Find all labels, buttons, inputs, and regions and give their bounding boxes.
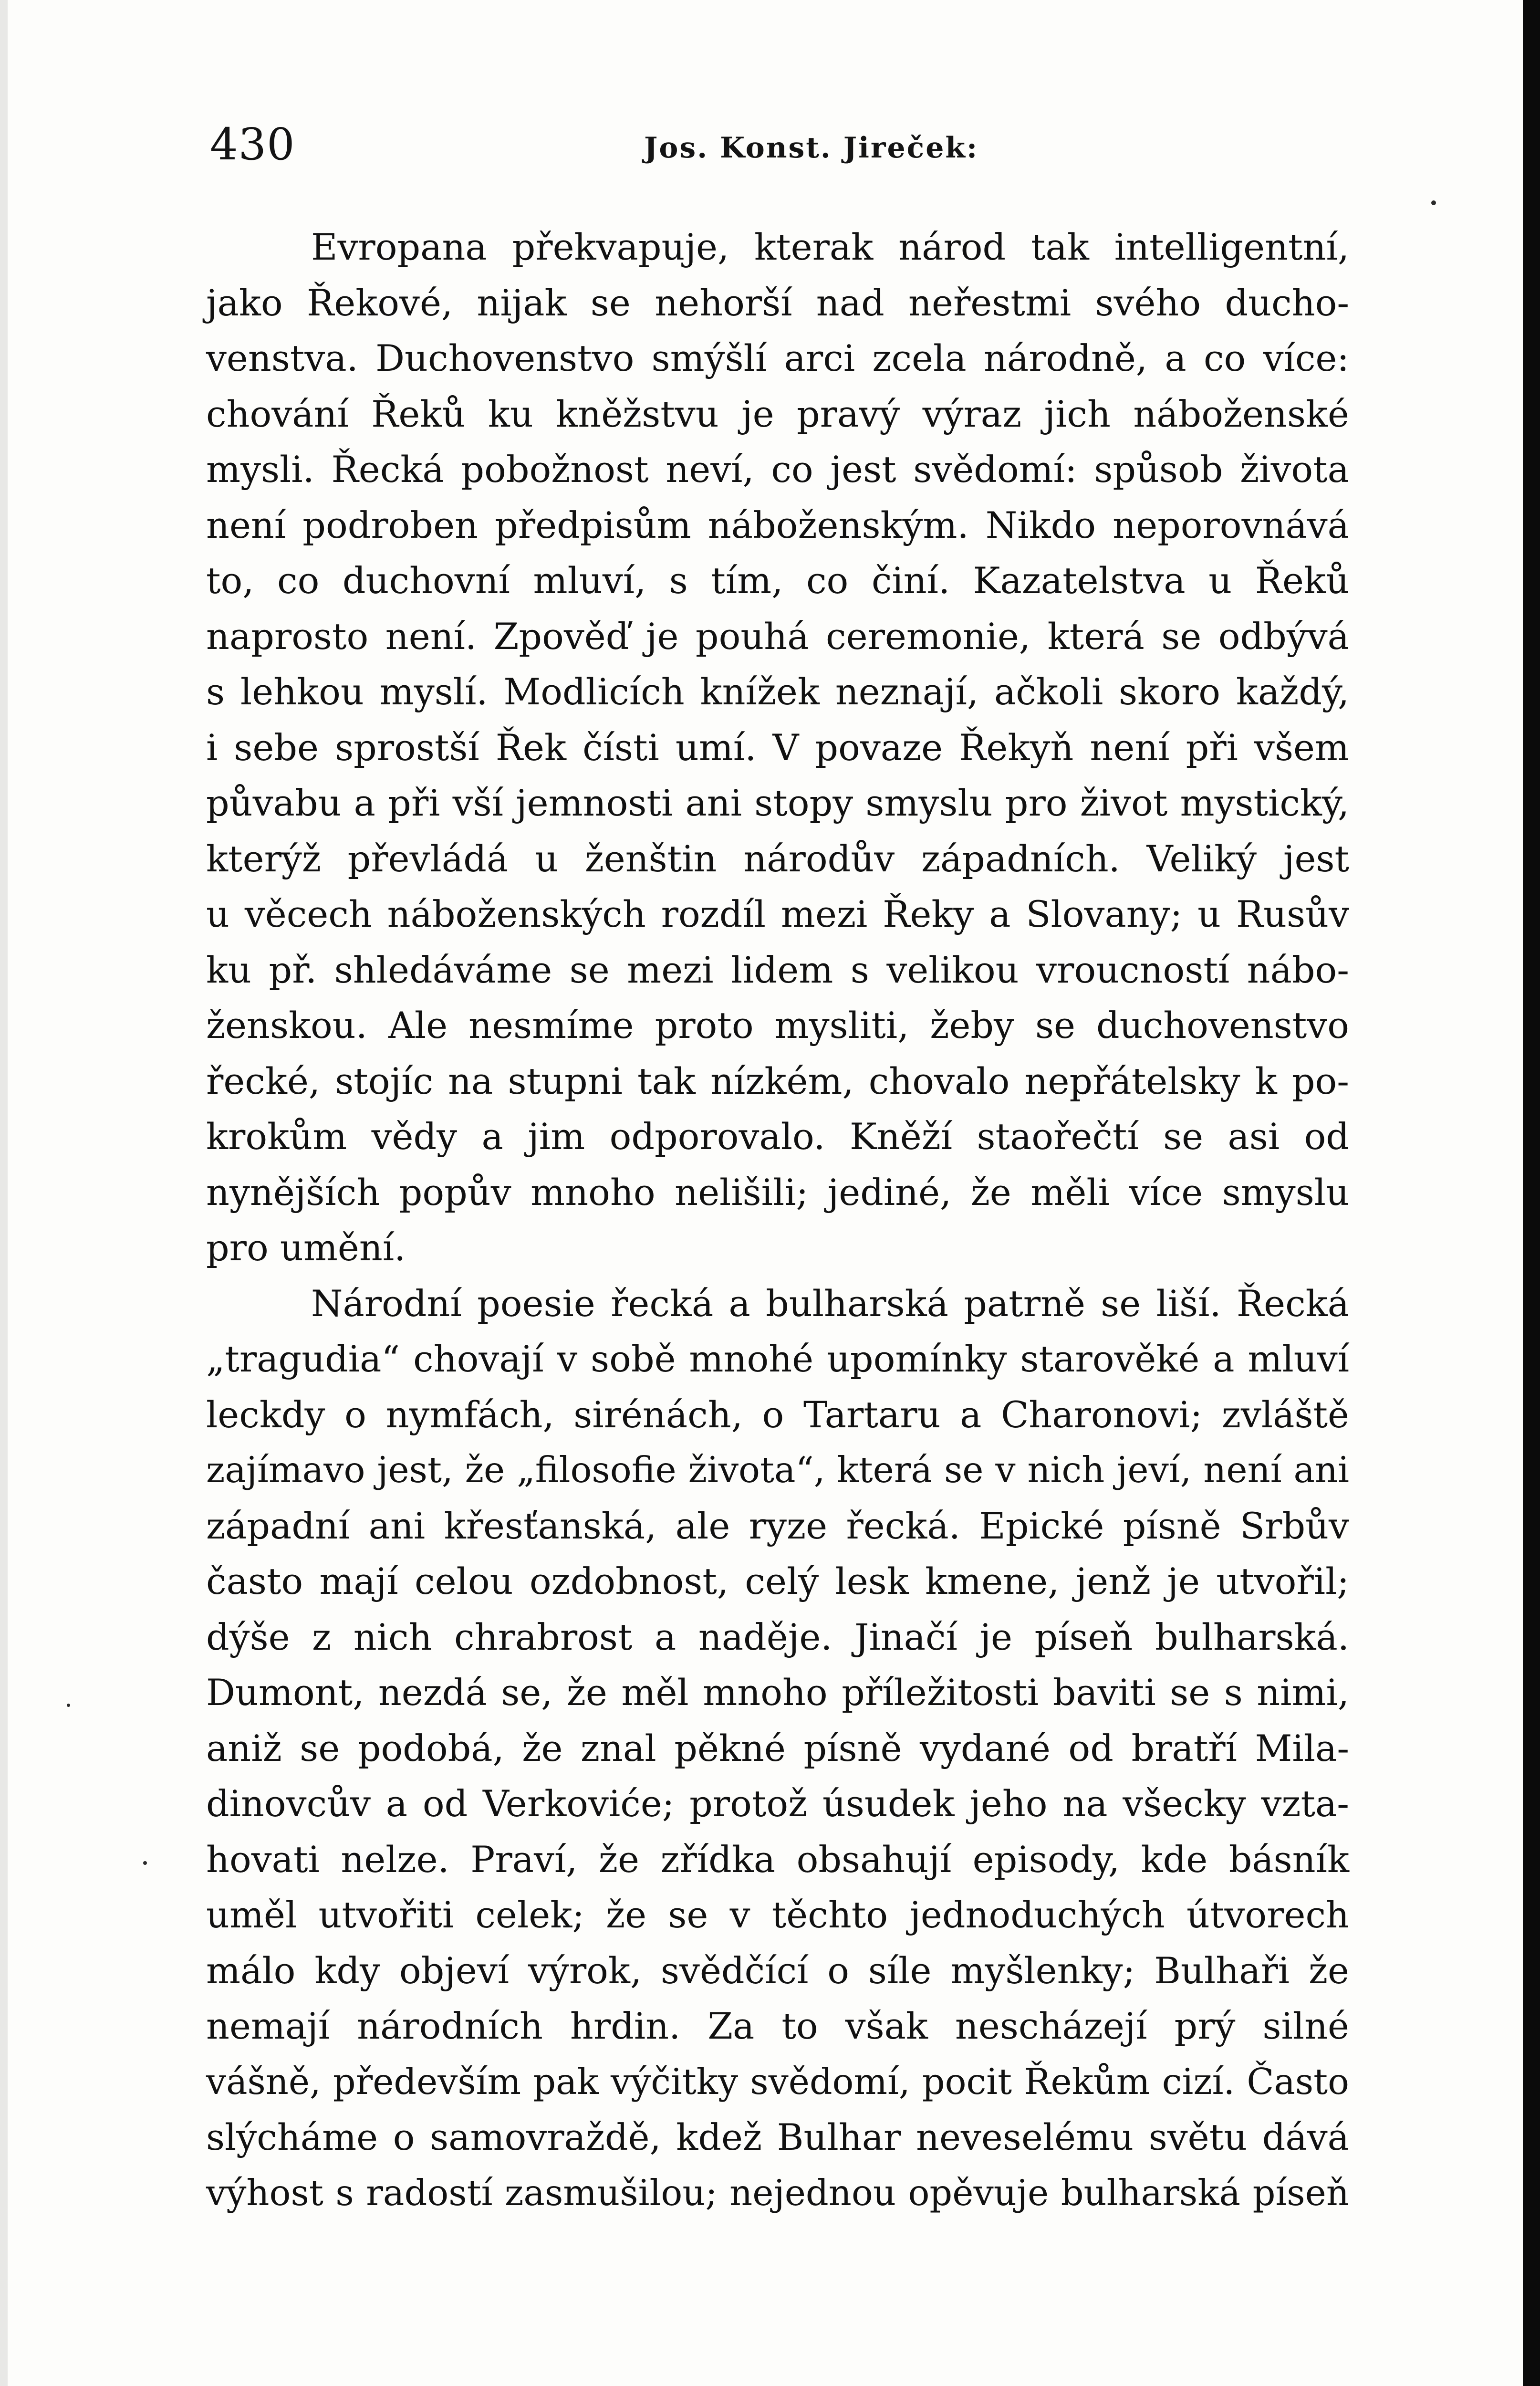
text-line: kterýž převládá u ženštin národův západních. Veliký jest: [206, 837, 1349, 880]
page-left-edge: [0, 0, 8, 2386]
text-line: málo kdy objeví výrok, svědčící o síle myšlenky; Bulhaři že: [206, 1949, 1349, 1992]
text-line: i sebe sprostší Řek čísti umí. V povaze Řekyň není při všem: [206, 726, 1349, 769]
text-line: často mají celou ozdobnost, celý lesk kmene, jenž je utvořil;: [206, 1560, 1349, 1602]
text-line: není podroben předpisům náboženským. Nikdo neporovnává: [206, 503, 1349, 546]
text-line: mysli. Řecká pobožnost neví, co jest svědomí: spůsob života: [206, 448, 1349, 491]
text-line: u věcech náboženských rozdíl mezi Řeky a Slovany; u Rusův: [206, 893, 1349, 935]
page-right-edge: [1523, 0, 1540, 2386]
text-line: jako Řekové, nijak se nehorší nad neřestmi svého ducho-: [206, 281, 1349, 324]
text-line: vášně, především pak výčitky svědomí, pocit Řekům cizí. Často: [206, 2061, 1349, 2103]
text-line: hovati nelze. Praví, že zřídka obsahují episody, kde básník: [206, 1838, 1349, 1881]
ink-speck: [1431, 200, 1436, 205]
text-line: pro umění.: [206, 1226, 406, 1269]
text-line: ku př. shledáváme se mezi lidem s velikou vroucností nábo-: [206, 948, 1349, 991]
text-line: chování Řeků ku kněžstvu je pravý výraz jich náboženské: [206, 392, 1349, 435]
text-line: s lehkou myslí. Modlicích knížek neznají, ačkoli skoro každý,: [206, 670, 1349, 713]
text-line: Národní poesie řecká a bulharská patrně se liší. Řecká: [311, 1282, 1349, 1325]
text-line: nynějších popův mnoho nelišili; jediné, že měli více smyslu: [206, 1171, 1349, 1214]
text-line: naprosto není. Zpověď je pouhá ceremonie, která se odbývá: [206, 615, 1349, 658]
ink-speck: [143, 1861, 147, 1865]
body-text: [206, 220, 1349, 2221]
text-line: krokům vědy a jim odporovalo. Kněží staořečtí se asi od: [206, 1115, 1349, 1158]
text-line: ženskou. Ale nesmíme proto mysliti, žeby se duchovenstvo: [206, 1004, 1349, 1046]
text-line: slýcháme o samovraždě, kdež Bulhar neveselému světu dává: [206, 2116, 1349, 2158]
text-line: nemají národních hrdin. Za to však nescházejí prý silné: [206, 2005, 1349, 2047]
text-line: půvabu a při vší jemnosti ani stopy smyslu pro život mystický,: [206, 782, 1349, 824]
text-line: zajímavo jest, že „filosofie života“, která se v nich jeví, není ani: [206, 1449, 1349, 1491]
paragraph: [206, 220, 1349, 1276]
text-line: aniž se podobá, že znal pěkné písně vydané od bratří Mila-: [206, 1727, 1349, 1769]
text-line: Evropana překvapuje, kterak národ tak intelligentní,: [311, 226, 1349, 268]
text-line: dýše z nich chrabrost a naděje. Jinačí je píseň bulharská.: [206, 1615, 1349, 1658]
text-line: to, co duchovní mluví, s tím, co činí. Kazatelstva u Řeků: [206, 559, 1349, 602]
text-line: výhost s radostí zasmušilou; nejednou opěvuje bulharská píseň: [206, 2172, 1349, 2214]
paragraph: [206, 1276, 1349, 2221]
page-header: [210, 118, 1355, 176]
text-line: západní ani křesťanská, ale ryze řecká. Epické písně Srbův: [206, 1504, 1349, 1547]
text-line: „tragudia“ chovají v sobě mnohé upomínky starověké a mluví: [206, 1338, 1349, 1380]
text-line: dinovcův a od Verkoviće; protož úsudek jeho na všecky vzta-: [206, 1782, 1349, 1825]
text-line: leckdy o nymfách, sirénách, o Tartaru a Charonovi; zvláště: [206, 1393, 1349, 1436]
running-head: Jos. Konst. Jireček:: [644, 131, 979, 165]
page-number: 430: [210, 119, 295, 170]
text-line: uměl utvořiti celek; že se v těchto jednoduchých útvorech: [206, 1894, 1349, 1936]
text-line: řecké, stojíc na stupni tak nízkém, chovalo nepřátelsky k po-: [206, 1059, 1349, 1102]
text-line: venstva. Duchovenstvo smýšlí arci zcela národně, a co více:: [206, 337, 1349, 379]
ink-speck: [67, 1704, 70, 1707]
text-line: Dumont, nezdá se, že měl mnoho příležitosti baviti se s nimi,: [206, 1671, 1349, 1714]
